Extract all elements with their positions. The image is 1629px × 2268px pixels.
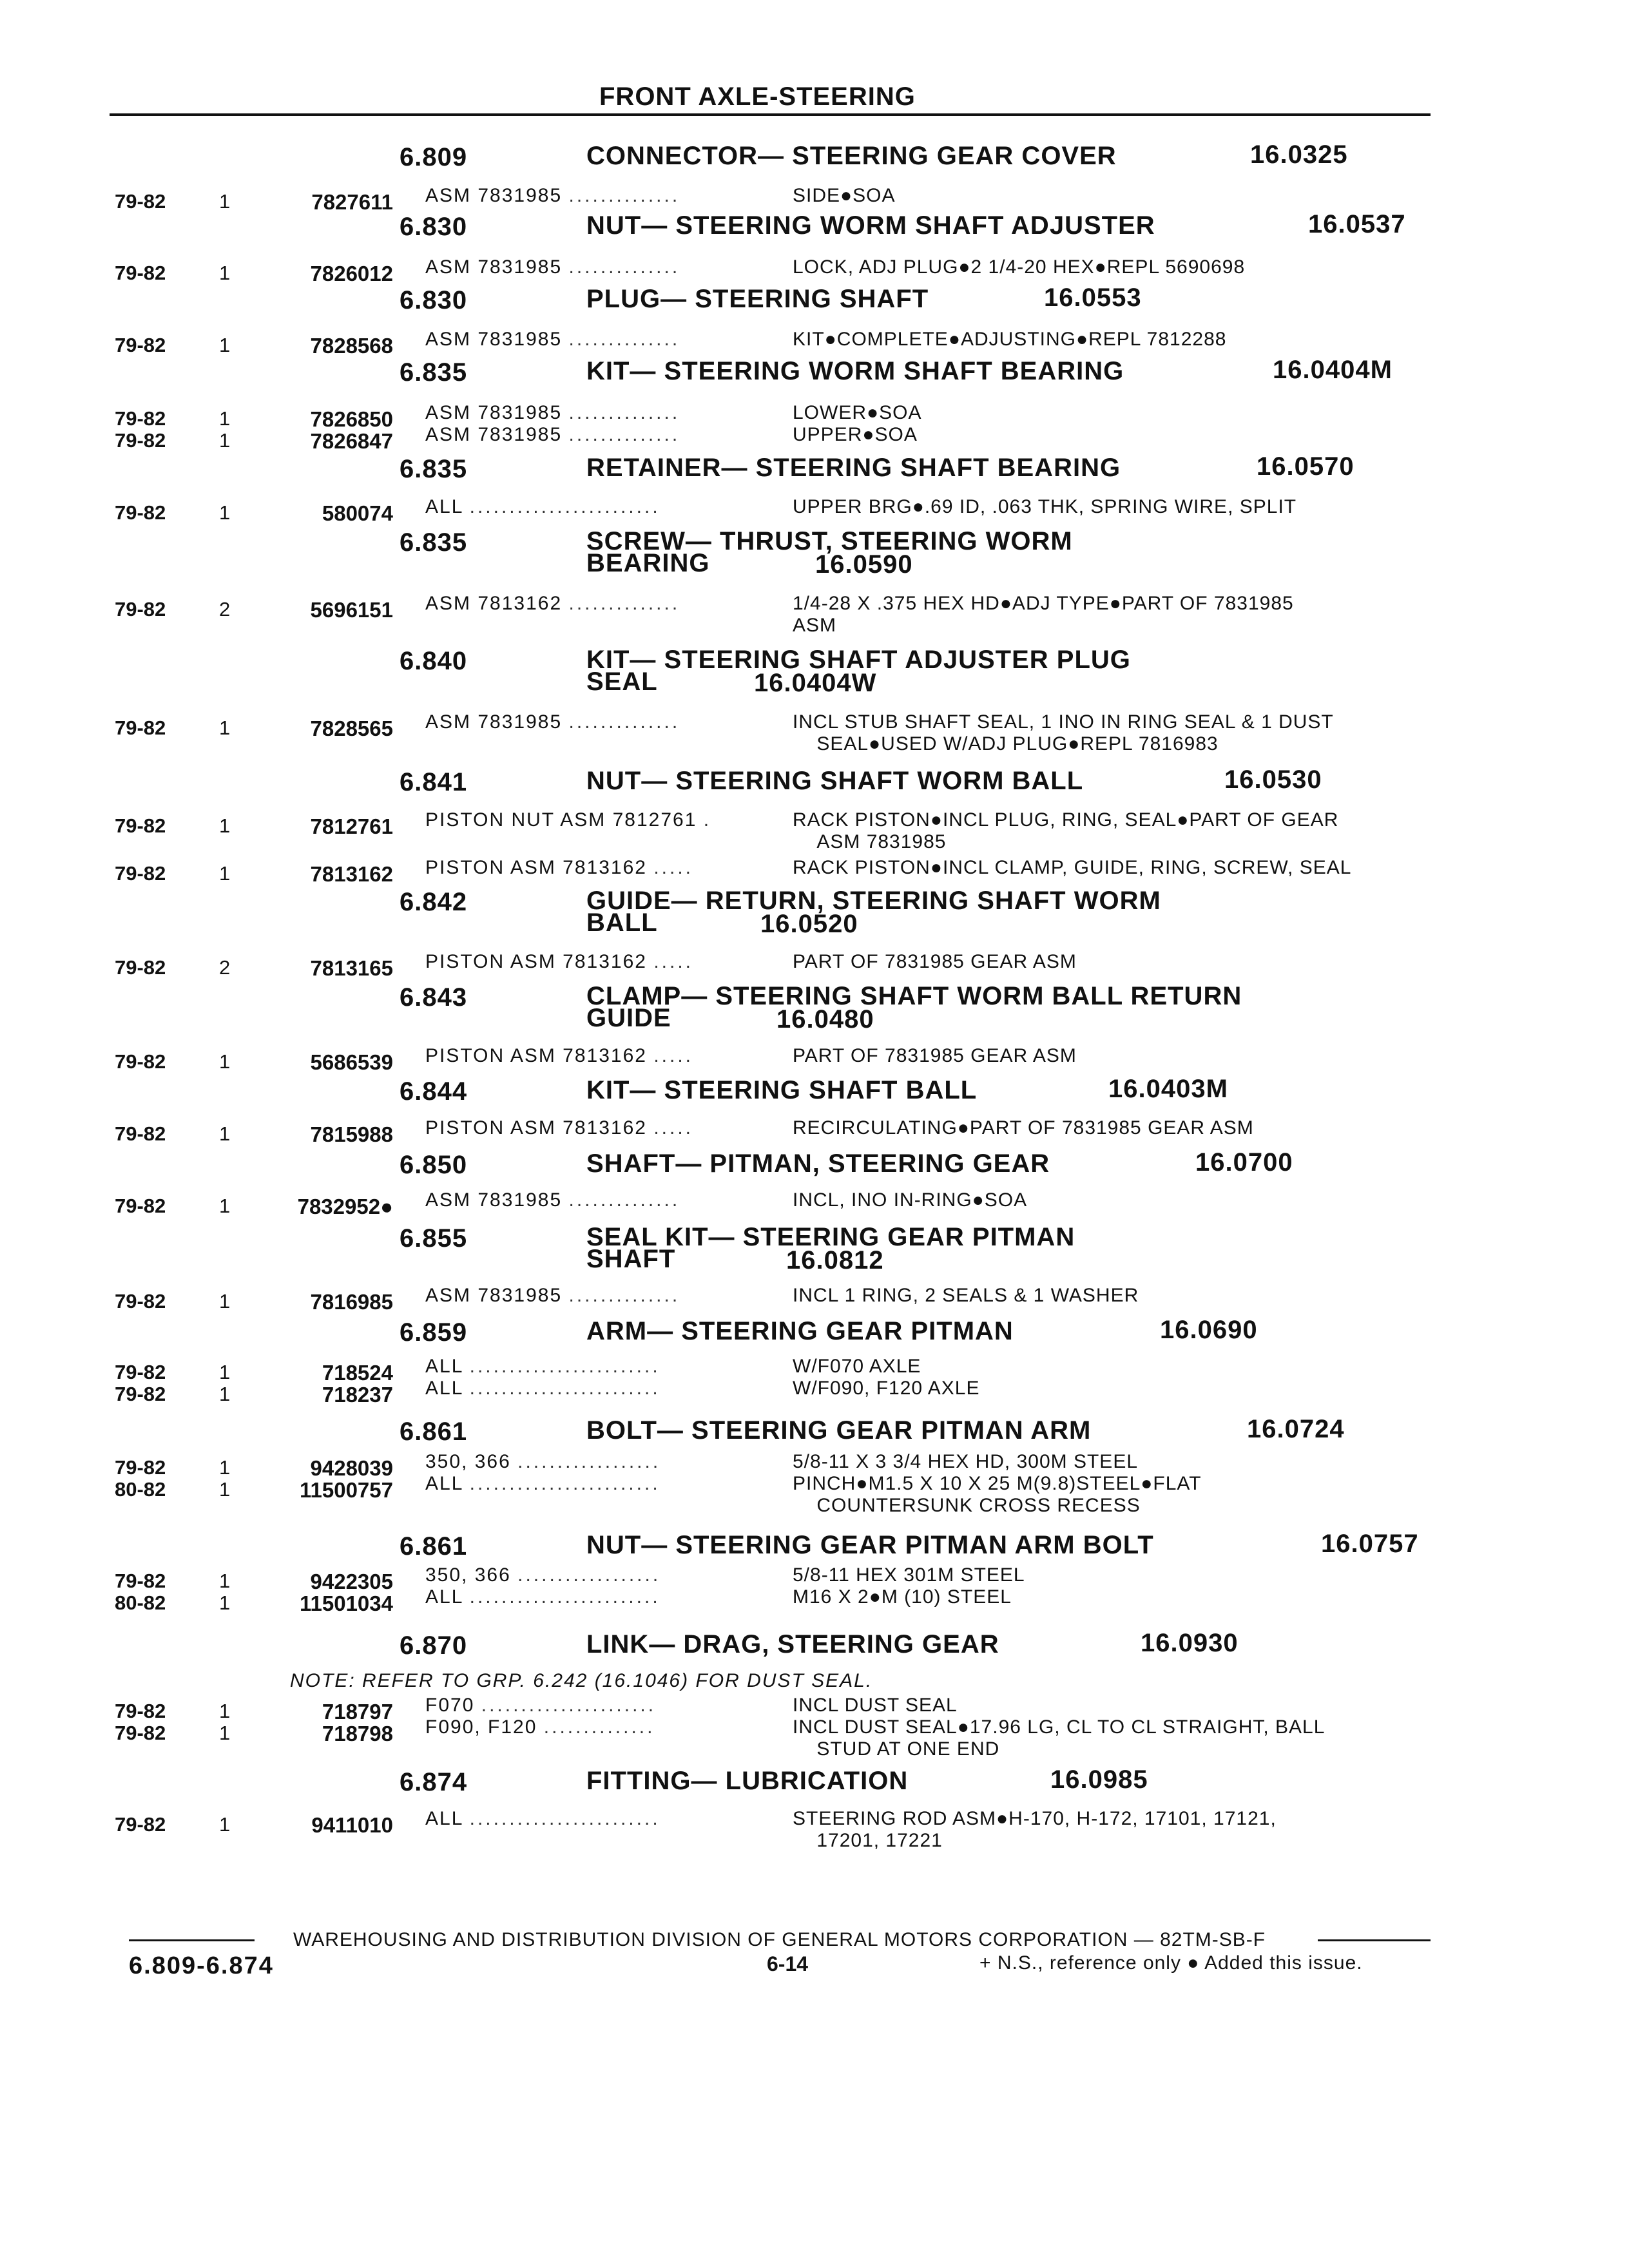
part-number: 7812761 [310, 814, 393, 838]
group-title: NUT— STEERING GEAR PITMAN ARM BOLT [586, 1531, 1154, 1559]
part-number: 580074 [322, 501, 393, 525]
group-catalog-code: 16.0553 [1044, 284, 1142, 312]
model-usage [425, 1451, 660, 1473]
model-usage [425, 1045, 693, 1067]
part-row [0, 1451, 1629, 1480]
model-usage [425, 185, 680, 207]
leader-dots: .................. [517, 1451, 661, 1472]
model-usage [425, 1356, 660, 1378]
part-description: LOWER●SOA [793, 402, 922, 423]
model-years: 79-82 [115, 814, 166, 837]
group-catalog-code: 16.0403M [1108, 1075, 1228, 1103]
quantity: 1 [219, 262, 231, 284]
part-description: 5/8-11 X 3 3/4 HEX HD, 300M STEEL [793, 1451, 1139, 1472]
group-title: KIT— STEERING SHAFT BALL [586, 1076, 978, 1104]
model-years: 79-82 [115, 1383, 166, 1405]
model-text: PISTON ASM 7813162 [425, 1045, 647, 1066]
model-years: 79-82 [115, 1813, 166, 1836]
part-number: 9428039 [310, 1456, 393, 1480]
part-row [0, 1564, 1629, 1593]
part-description: INCL DUST SEAL●17.96 LG, CL TO CL STRAIGHT, BALL STUD AT ONE END [793, 1716, 1325, 1760]
group-number: 6.841 [400, 768, 468, 796]
leader-dots: ........................ [469, 1356, 660, 1377]
part-number: 9422305 [310, 1570, 393, 1593]
part-description: INCL STUB SHAFT SEAL, 1 INO IN RING SEAL & 1 DUST SEAL●USED W/ADJ PLUG●REPL 7816983 [793, 711, 1334, 754]
dust-seal-note: NOTE: REFER TO GRP. 6.242 (16.1046) FOR DUST SEAL. [290, 1670, 873, 1691]
leader-dots: .............. [543, 1716, 655, 1738]
leader-dots: ..... [653, 951, 693, 972]
model-years: 80-82 [115, 1478, 166, 1501]
part-row [0, 1117, 1629, 1146]
group-title: RETAINER— STEERING SHAFT BEARING [586, 454, 1121, 482]
model-text: PISTON ASM 7813162 [425, 1117, 647, 1139]
quantity: 1 [219, 1478, 231, 1501]
leader-dots: .............. [568, 256, 680, 278]
part-row [0, 402, 1629, 431]
group-number: 6.844 [400, 1077, 468, 1106]
part-number: 7816985 [310, 1290, 393, 1314]
quantity: 1 [219, 1290, 231, 1312]
group-title: SCREW— THRUST, STEERING WORM [586, 527, 1073, 555]
model-text: ALL [425, 1356, 463, 1377]
part-number: 7826847 [310, 429, 393, 453]
model-text: ASM 7831985 [425, 424, 563, 445]
part-number: 7832952● [297, 1195, 393, 1218]
model-text: ALL [425, 1378, 463, 1399]
part-row [0, 185, 1629, 214]
part-description: PART OF 7831985 GEAR ASM [793, 951, 1077, 972]
group-title: LINK— DRAG, STEERING GEAR [586, 1630, 999, 1658]
group-number: 6.830 [400, 286, 468, 314]
part-description: INCL DUST SEAL [793, 1695, 958, 1716]
model-usage [425, 857, 693, 879]
group-title-continued: GUIDE [586, 1004, 671, 1032]
group-title: NUT— STEERING SHAFT WORM BALL [586, 767, 1084, 795]
model-usage [425, 951, 693, 973]
leader-dots: ........................ [469, 1473, 660, 1494]
model-text: ASM 7831985 [425, 185, 563, 206]
group-title-continued: SHAFT [586, 1245, 676, 1273]
group-catalog-code: 16.0812 [786, 1246, 884, 1274]
group-number: 6.855 [400, 1224, 468, 1253]
group-number: 6.870 [400, 1631, 468, 1660]
group-number: 6.859 [400, 1318, 468, 1347]
group-number: 6.861 [400, 1532, 468, 1561]
quantity: 1 [219, 1456, 231, 1479]
group-catalog-code: 16.0590 [815, 550, 913, 579]
leader-dots: ..... [653, 1045, 693, 1066]
model-usage [425, 1285, 680, 1307]
group-title-continued: BALL [586, 908, 658, 937]
model-years: 79-82 [115, 190, 166, 213]
leader-dots: .............. [568, 711, 680, 733]
quantity: 1 [219, 1361, 231, 1383]
part-row [0, 951, 1629, 980]
group-number: 6.830 [400, 213, 468, 241]
model-usage [425, 1586, 660, 1608]
model-text: ALL [425, 1473, 463, 1494]
part-number: 718237 [322, 1383, 393, 1407]
model-usage [425, 1117, 693, 1139]
model-text: ASM 7831985 [425, 402, 563, 423]
leader-dots: .................. [517, 1564, 661, 1586]
model-text: 350, 366 [425, 1451, 511, 1472]
model-text: ALL [425, 1808, 463, 1829]
model-years: 79-82 [115, 1700, 166, 1722]
group-catalog-code: 16.0724 [1247, 1415, 1345, 1443]
part-description: INCL 1 RING, 2 SEALS & 1 WASHER [793, 1285, 1139, 1306]
part-number: 718798 [322, 1722, 393, 1745]
model-years: 79-82 [115, 1361, 166, 1383]
quantity: 1 [219, 862, 231, 885]
model-text: PISTON NUT ASM 7812761 [425, 809, 697, 831]
leader-dots: ...................... [481, 1695, 657, 1716]
part-description: RECIRCULATING●PART OF 7831985 GEAR ASM [793, 1117, 1254, 1139]
quantity: 1 [219, 334, 231, 356]
quantity: 1 [219, 190, 231, 213]
model-text: ASM 7831985 [425, 711, 563, 733]
model-text: ALL [425, 1586, 463, 1608]
model-usage [425, 402, 680, 424]
group-title: NUT— STEERING WORM SHAFT ADJUSTER [586, 211, 1155, 240]
quantity: 1 [219, 1813, 231, 1836]
model-text: 350, 366 [425, 1564, 511, 1586]
model-usage [425, 329, 680, 351]
footer-rule-left [129, 1939, 255, 1941]
leader-dots: .............. [568, 1189, 680, 1211]
part-number: 11500757 [299, 1478, 393, 1502]
model-text: ASM 7831985 [425, 1189, 563, 1211]
part-row [0, 711, 1629, 754]
model-years: 79-82 [115, 862, 166, 885]
model-usage [425, 1189, 680, 1211]
title-rule [110, 113, 1431, 116]
part-number: 718797 [322, 1700, 393, 1724]
part-row [0, 1356, 1629, 1385]
part-number: 7815988 [310, 1122, 393, 1146]
part-number: 7828568 [310, 334, 393, 358]
leader-dots: ........................ [469, 1378, 660, 1399]
part-description: RACK PISTON●INCL CLAMP, GUIDE, RING, SCREW, SEAL [793, 857, 1352, 878]
part-row [0, 1189, 1629, 1218]
page-title: FRONT AXLE-STEERING [599, 82, 916, 111]
group-number: 6.809 [400, 143, 468, 171]
part-number: 11501034 [299, 1591, 393, 1615]
quantity: 1 [219, 1722, 231, 1744]
group-title: CONNECTOR— STEERING GEAR COVER [586, 142, 1117, 170]
group-catalog-code: 16.0700 [1195, 1148, 1293, 1177]
group-catalog-code: 16.0530 [1224, 765, 1322, 794]
part-number: 7813162 [310, 862, 393, 886]
part-row [0, 424, 1629, 453]
part-number: 9411010 [311, 1813, 393, 1837]
part-number: 7826850 [310, 407, 393, 431]
group-catalog-code: 16.0757 [1321, 1530, 1419, 1558]
part-number: 7827611 [311, 190, 393, 214]
quantity: 2 [219, 598, 231, 620]
footer-organization: WAREHOUSING AND DISTRIBUTION DIVISION OF GENERAL MOTORS CORPORATION — 82TM-SB-F [293, 1929, 1266, 1950]
part-description: INCL, INO IN-RING●SOA [793, 1189, 1028, 1211]
model-usage [425, 1716, 655, 1738]
model-usage [425, 593, 680, 615]
group-title: FITTING— LUBRICATION [586, 1767, 909, 1795]
model-text: PISTON ASM 7813162 [425, 951, 647, 972]
model-text: ALL [425, 496, 463, 517]
model-text: PISTON ASM 7813162 [425, 857, 647, 878]
part-row [0, 256, 1629, 285]
leader-dots: .............. [568, 593, 680, 614]
group-number: 6.840 [400, 647, 468, 675]
footer-legend: + N.S., reference only ● Added this issue. [979, 1952, 1363, 1974]
model-years: 79-82 [115, 1570, 166, 1592]
model-years: 80-82 [115, 1591, 166, 1614]
group-catalog-code: 16.0325 [1250, 140, 1348, 169]
group-catalog-code: 16.0520 [760, 910, 858, 938]
part-number: 7828565 [310, 716, 393, 740]
quantity: 1 [219, 407, 231, 430]
part-description: 1/4-28 X .375 HEX HD●ADJ TYPE●PART OF 7831985 ASM [793, 593, 1294, 636]
model-years: 79-82 [115, 1456, 166, 1479]
model-usage [425, 256, 680, 278]
part-description: M16 X 2●M (10) STEEL [793, 1586, 1012, 1608]
model-years: 79-82 [115, 501, 166, 524]
group-number: 6.835 [400, 455, 468, 483]
footer-page-number: 6-14 [767, 1952, 809, 1975]
quantity: 2 [219, 956, 231, 979]
model-usage [425, 496, 660, 518]
model-years: 79-82 [115, 1290, 166, 1312]
quantity: 1 [219, 1050, 231, 1073]
leader-dots: ........................ [469, 1586, 660, 1608]
model-years: 79-82 [115, 598, 166, 620]
part-row [0, 1378, 1629, 1407]
part-row [0, 1586, 1629, 1615]
model-years: 79-82 [115, 1722, 166, 1744]
group-catalog-code: 16.0930 [1141, 1629, 1239, 1657]
group-number: 6.874 [400, 1768, 468, 1796]
part-row [0, 329, 1629, 358]
quantity: 1 [219, 1570, 231, 1592]
part-row [0, 1045, 1629, 1074]
part-description: STEERING ROD ASM●H-170, H-172, 17101, 17121, 17201, 17221 [793, 1808, 1277, 1851]
model-years: 79-82 [115, 1050, 166, 1073]
quantity: 1 [219, 1700, 231, 1722]
part-description: UPPER BRG●.69 ID, .063 THK, SPRING WIRE, SPLIT [793, 496, 1297, 517]
group-catalog-code: 16.0690 [1160, 1316, 1258, 1344]
group-title: KIT— STEERING WORM SHAFT BEARING [586, 357, 1124, 385]
group-number: 6.843 [400, 983, 468, 1012]
model-years: 79-82 [115, 407, 166, 430]
footer-group-range: 6.809-6.874 [129, 1952, 274, 1979]
part-number: 7813165 [310, 956, 393, 980]
group-title: BOLT— STEERING GEAR PITMAN ARM [586, 1416, 1092, 1445]
leader-dots: .............. [568, 402, 680, 423]
leader-dots: ..... [653, 857, 693, 878]
model-text: ASM 7831985 [425, 1285, 563, 1306]
part-description: LOCK, ADJ PLUG●2 1/4-20 HEX●REPL 5690698 [793, 256, 1246, 278]
model-years: 79-82 [115, 1122, 166, 1145]
part-description: SIDE●SOA [793, 185, 896, 206]
model-years: 79-82 [115, 262, 166, 284]
quantity: 1 [219, 1591, 231, 1614]
quantity: 1 [219, 1122, 231, 1145]
leader-dots: .............. [568, 1285, 680, 1306]
quantity: 1 [219, 1383, 231, 1405]
leader-dots: ..... [653, 1117, 693, 1139]
model-years: 79-82 [115, 716, 166, 739]
part-row [0, 1285, 1629, 1314]
model-usage [425, 1378, 660, 1399]
model-usage [425, 1695, 656, 1716]
model-usage [425, 424, 680, 446]
leader-dots: ........................ [469, 1808, 660, 1829]
leader-dots: ........................ [469, 496, 660, 517]
model-years: 79-82 [115, 1195, 166, 1217]
model-text: ASM 7831985 [425, 329, 563, 350]
group-catalog-code: 16.0404W [754, 669, 877, 697]
model-text: ASM 7831985 [425, 256, 563, 278]
group-catalog-code: 16.0985 [1050, 1765, 1148, 1794]
part-row [0, 496, 1629, 525]
quantity: 1 [219, 429, 231, 452]
part-row [0, 593, 1629, 636]
model-years: 79-82 [115, 429, 166, 452]
group-number: 6.842 [400, 888, 468, 916]
model-text: ASM 7813162 [425, 593, 563, 614]
group-number: 6.861 [400, 1418, 468, 1446]
group-title: GUIDE— RETURN, STEERING SHAFT WORM [586, 887, 1161, 915]
part-description: UPPER●SOA [793, 424, 918, 445]
model-text: F070 [425, 1695, 475, 1716]
group-catalog-code: 16.0570 [1257, 452, 1354, 481]
part-description: KIT●COMPLETE●ADJUSTING●REPL 7812288 [793, 329, 1227, 350]
group-catalog-code: 16.0537 [1308, 210, 1406, 238]
part-description: 5/8-11 HEX 301M STEEL [793, 1564, 1025, 1586]
part-row [0, 1716, 1629, 1760]
model-years: 79-82 [115, 956, 166, 979]
group-number: 6.850 [400, 1151, 468, 1179]
part-row [0, 857, 1629, 886]
group-title-continued: BEARING [586, 549, 710, 577]
model-text: F090, F120 [425, 1716, 537, 1738]
group-catalog-code: 16.0404M [1273, 356, 1393, 384]
part-description: PINCH●M1.5 X 10 X 25 M(9.8)STEEL●FLAT COUNTERSUNK CROSS RECESS [793, 1473, 1202, 1516]
group-title: CLAMP— STEERING SHAFT WORM BALL RETURN [586, 982, 1242, 1010]
group-title: KIT— STEERING SHAFT ADJUSTER PLUG [586, 646, 1131, 674]
part-number: 5696151 [310, 598, 393, 622]
group-title: SHAFT— PITMAN, STEERING GEAR [586, 1149, 1050, 1178]
model-usage [425, 1473, 660, 1495]
leader-dots: .............. [568, 185, 680, 206]
group-title: ARM— STEERING GEAR PITMAN [586, 1317, 1014, 1345]
quantity: 1 [219, 1195, 231, 1217]
group-number: 6.835 [400, 358, 468, 387]
part-number: 5686539 [310, 1050, 393, 1074]
leader-dots: . [703, 809, 712, 831]
part-description: W/F090, F120 AXLE [793, 1378, 980, 1399]
part-row [0, 1808, 1629, 1851]
leader-dots: .............. [568, 424, 680, 445]
group-title: SEAL KIT— STEERING GEAR PITMAN [586, 1223, 1075, 1251]
footer-rule-right [1318, 1939, 1431, 1941]
group-catalog-code: 16.0480 [776, 1005, 874, 1033]
quantity: 1 [219, 716, 231, 739]
model-usage [425, 711, 680, 733]
part-row [0, 809, 1629, 852]
part-number: 7826012 [310, 262, 393, 285]
leader-dots: .............. [568, 329, 680, 350]
model-years: 79-82 [115, 334, 166, 356]
part-row [0, 1473, 1629, 1516]
part-number: 718524 [322, 1361, 393, 1385]
group-title-continued: SEAL [586, 668, 658, 696]
part-description: W/F070 AXLE [793, 1356, 921, 1377]
part-description: PART OF 7831985 GEAR ASM [793, 1045, 1077, 1066]
group-number: 6.835 [400, 528, 468, 557]
model-usage [425, 809, 711, 831]
model-usage [425, 1808, 660, 1830]
part-row [0, 1695, 1629, 1724]
model-usage [425, 1564, 660, 1586]
part-description: RACK PISTON●INCL PLUG, RING, SEAL●PART OF GEAR ASM 7831985 [793, 809, 1339, 852]
quantity: 1 [219, 814, 231, 837]
quantity: 1 [219, 501, 231, 524]
group-title: PLUG— STEERING SHAFT [586, 285, 929, 313]
